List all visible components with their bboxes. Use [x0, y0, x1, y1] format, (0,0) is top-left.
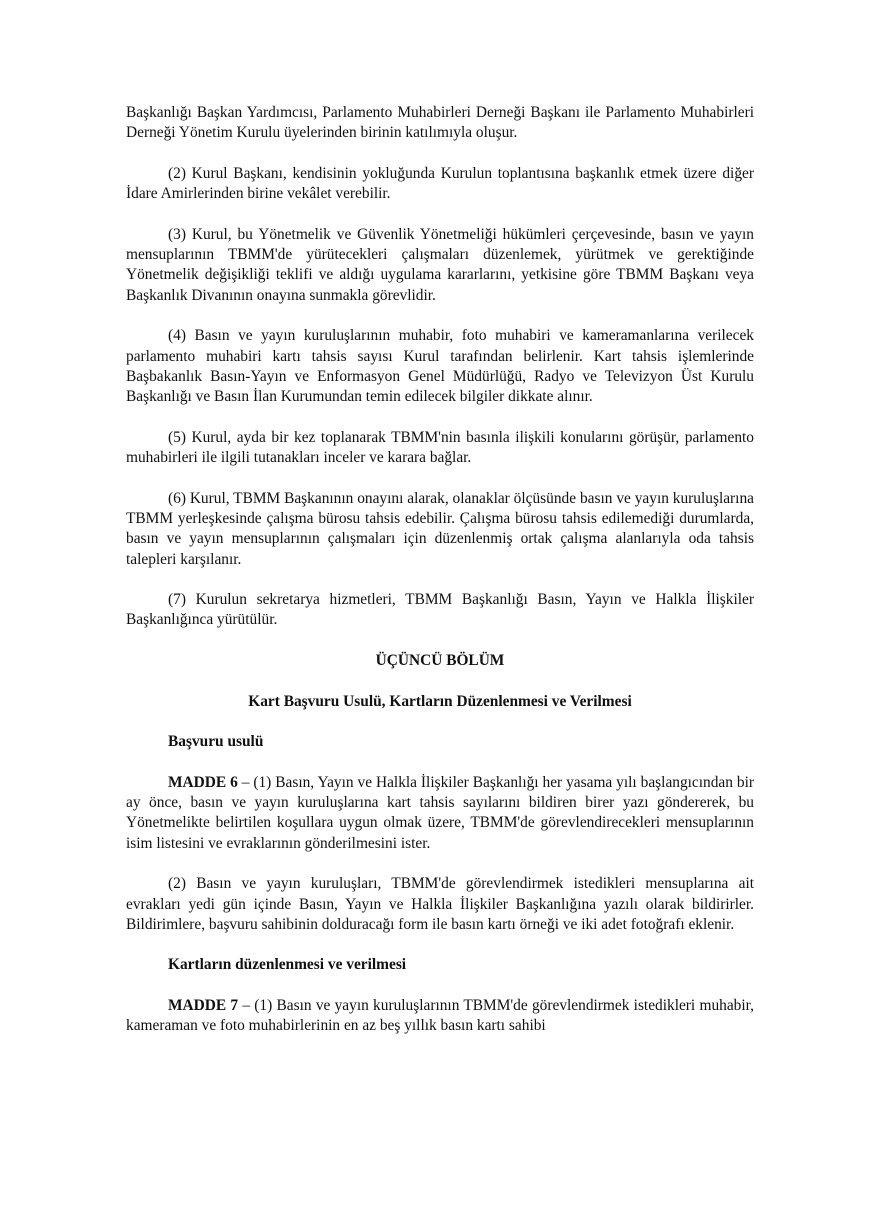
article-7-heading: Kartların düzenlenmesi ve verilmesi: [168, 956, 407, 974]
section-title: ÜÇÜNCÜ BÖLÜM: [375, 652, 505, 670]
article-6-paragraph-1: [126, 773, 754, 854]
paragraph-6: (6) Kurul, TBMM Başkanının onayını alarak, olanaklar ölçüsünde basın ve yayın kuruluşlarına TBMM yerleşkesinde çalışma bürosu tahsis edebilir. Çalışma bürosu tahsis edilemediği durumlarda, basın ve yayın mensuplarının çalışmaları için düzenlenmiş ortak çalışma alanlarıyla oda tahsis talepleri karşılanır.: [126, 489, 754, 568]
section-subtitle: Kart Başvuru Usulü, Kartların Düzenlenmesi ve Verilmesi: [248, 692, 632, 710]
article-6-label: MADDE 6: [168, 773, 238, 791]
document-page: [126, 103, 754, 1037]
article-7-paragraph-1: [126, 996, 754, 1037]
article-7-text-1: – (1) Basın ve yayın kuruluşlarının TBMM'de görevlendirmek istedikleri muhabir, kameraman ve foto muhabirlerinin en az beş yıllık basın kartı sahibi: [126, 997, 754, 1035]
article-6-paragraph-2: (2) Basın ve yayın kuruluşları, TBMM'de görevlendirmek istedikleri mensuplarına ait evrakları yedi gün içinde Basın, Yayın ve Halkla İlişkiler Başkanlığına yazılı olarak bildirirler. Bildirimlere, başvuru sahibinin dolduracağı form ile basın kartı örneği ve iki adet fotoğrafı eklenir.: [126, 875, 754, 933]
paragraph-3: (3) Kurul, bu Yönetmelik ve Güvenlik Yönetmeliği hükümleri çerçevesinde, basın ve yayın mensuplarının TBMM'de yürütecekleri çalışmaları düzenlemek, yürütmek ve gerektiğinde Yönetmelik değişikliği teklifi ve aldığı uygulama kararlarını, yetkisine göre TBMM Başkanı veya Başkanlık Divanının onayına sunmakla görevlidir.: [126, 225, 754, 304]
paragraph-4: (4) Basın ve yayın kuruluşlarının muhabir, foto muhabiri ve kameramanlarına verilecek parlamento muhabiri kartı tahsis sayısı Kurul tarafından belirlenir. Kart tahsis işlemlerinde Başbakanlık Basın-Yayın ve Enformasyon Genel Müdürlüğü, Radyo ve Televizyon Üst Kurulu Başkanlığı ve Basın İlan Kurumundan temin edilecek bilgiler dikkate alınır.: [126, 327, 754, 406]
article-6-text-1: – (1) Basın, Yayın ve Halkla İlişkiler Başkanlığı her yasama yılı başlangıcından bir ay önce, basın ve yayın kuruluşlarına kart tahsis sayılarını bildiren birer yazı göndererek, bu Yönetmelikte belirtilen koşullara uygun olmak üzere, TBMM'de görevlendirecekleri mensuplarının isim listesini ve evraklarının gönderilmesini ister.: [126, 773, 754, 852]
paragraph-5: (5) Kurul, ayda bir kez toplanarak TBMM'nin basınla ilişkili konularını görüşür, parlamento muhabirleri ile ilgili tutanakları inceler ve karara bağlar.: [126, 428, 754, 467]
paragraph-continuation: Başkanlığı Başkan Yardımcısı, Parlamento Muhabirleri Derneği Başkanı ile Parlamento Muhabirleri Derneği Yönetim Kurulu üyelerinden birinin katılımıyla oluşur.: [126, 104, 754, 142]
article-7-label: MADDE 7: [168, 997, 239, 1015]
paragraph-7: (7) Kurulun sekretarya hizmetleri, TBMM Başkanlığı Basın, Yayın ve Halkla İlişkiler Başkanlığınca yürütülür.: [126, 591, 754, 629]
paragraph-2: (2) Kurul Başkanı, kendisinin yokluğunda Kurulun toplantısına başkanlık etmek üzere diğer İdare Amirlerinden birine vekâlet verebilir.: [126, 164, 754, 203]
article-6-heading: Başvuru usulü: [168, 733, 264, 751]
